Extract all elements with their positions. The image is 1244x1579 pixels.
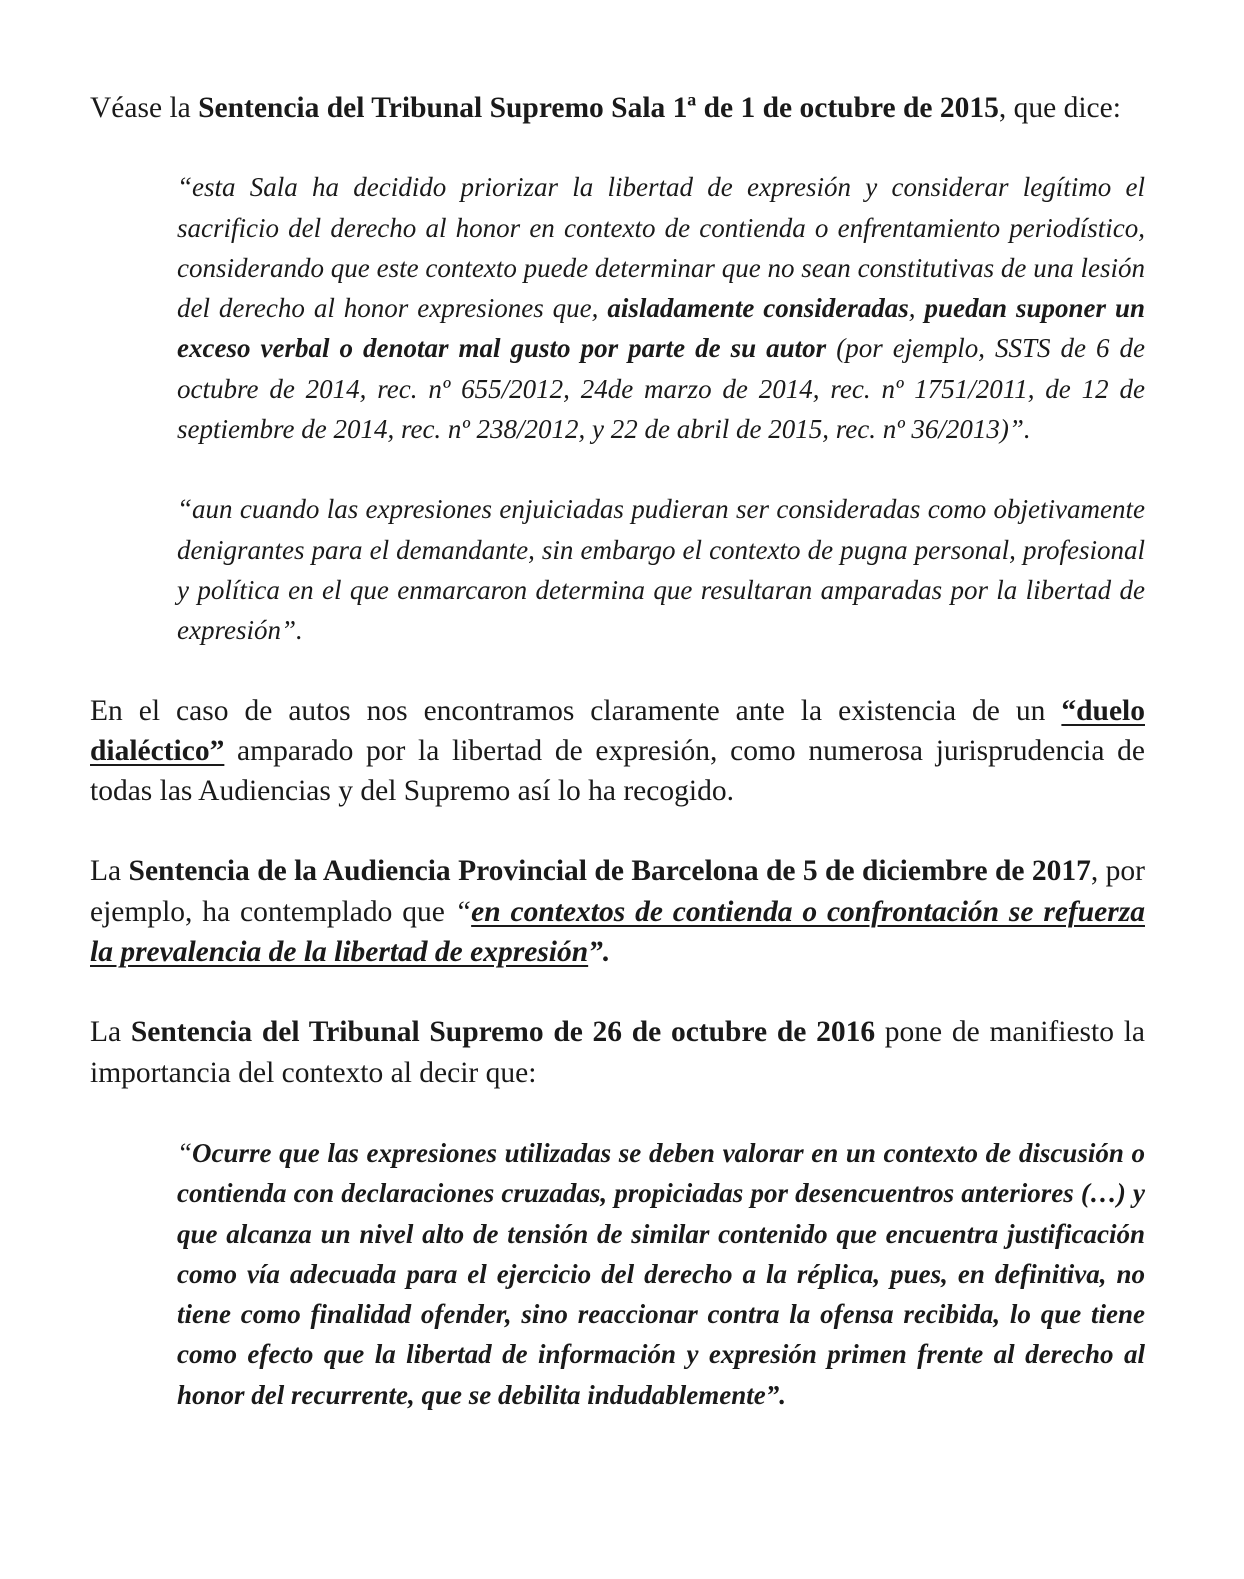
text: amparado por la libertad de expresión, como numerosa jurisprudencia de todas las Audiencias y del Supremo así lo ha recogido. bbox=[90, 734, 1145, 808]
quote-text: , bbox=[908, 293, 925, 324]
quote-text: “esta Sala ha decidido priorizar la libertad de expresión y considerar legítimo el sacrificio del derecho al honor en contexto de contienda o enfrentamiento periodístico, considerando que este contexto puede determinar que no sean constitutivas de una lesión del derecho al honor expresiones que, bbox=[177, 172, 1145, 324]
duelo-dialectico-term: “duelo dialéctico” bbox=[90, 694, 1145, 767]
ts-2016-paragraph bbox=[90, 1012, 1145, 1093]
quote-bold: Ocurre que las expresiones utilizadas se deben valorar en un contexto de discusión o contienda con declaraciones cruzadas, propiciadas por desencuentros anteriores (…) y que alcanza un nivel alto de tensión de similar contenido que encuentra justificación como vía adecuada para el ejercicio del derecho a la réplica, pues, en definitiva, no tiene como finalidad ofender, sino reaccionar contra la ofensa recibida, lo que tiene como efecto que la libertad de información y expresión primen frente al derecho al honor del recurrente, que se debilita indudablemente bbox=[177, 1137, 1145, 1410]
intro-paragraph bbox=[90, 88, 1145, 128]
document-page bbox=[90, 88, 1145, 1415]
quote-bold: aisladamente consideradas bbox=[607, 293, 909, 324]
citation-ts-2016: Sentencia del Tribunal Supremo de 26 de octubre de 2016 bbox=[130, 1016, 876, 1049]
text: , que dice: bbox=[998, 92, 1121, 124]
quote-ts-2015-a bbox=[177, 167, 1145, 449]
duelo-dialectico-paragraph bbox=[90, 691, 1145, 812]
close-quote: ”. bbox=[588, 936, 611, 969]
quote-text: “aun cuando las expresiones enjuiciadas pudieran ser consideradas como objetivamente denigrantes para el demandante, sin embargo el contexto de pugna personal, profesional y política en el que enmarcaron determina que resultaran amparadas por la libertad de expresión”. bbox=[177, 494, 1145, 646]
text: Véase la bbox=[90, 92, 199, 124]
ap-barcelona-paragraph bbox=[90, 851, 1145, 972]
citation-ts-2015: Sentencia del Tribunal Supremo Sala 1ª de 1 de octubre de 2015 bbox=[198, 92, 999, 124]
quoted-holding: en contextos de contienda o confrontación se refuerza la prevalencia de la libertad de expresión bbox=[90, 895, 1145, 969]
close-quote: ”. bbox=[765, 1379, 787, 1410]
quote-ts-2016 bbox=[177, 1133, 1145, 1415]
open-quote: “ bbox=[177, 1137, 193, 1168]
quote-ts-2015-b bbox=[177, 489, 1145, 650]
text: pone de manifiesto la importancia del contexto al decir que: bbox=[90, 1016, 1145, 1089]
quote-text: (por ejemplo, SSTS de 6 de octubre de 2014, rec. nº 655/2012, 24de marzo de 2014, rec. nº 1751/2011, de 12 de septiembre de 2014, rec. nº 238/2012, y 22 de abril de 2015, rec. nº 36/2013)”. bbox=[177, 333, 1145, 445]
citation-ap-barcelona-2017: Sentencia de la Audiencia Provincial de Barcelona de 5 de diciembre de 2017 bbox=[128, 855, 1091, 888]
quote-bold: puedan suponer un exceso verbal o denotar mal gusto por parte de su autor bbox=[177, 293, 1145, 364]
text: En el caso de autos nos encontramos claramente ante la existencia de un bbox=[90, 694, 1062, 727]
text: La bbox=[90, 1016, 131, 1049]
text: La bbox=[90, 855, 129, 888]
open-quote: “ bbox=[454, 895, 472, 928]
text: , por ejemplo, ha contemplado que bbox=[90, 855, 1145, 928]
